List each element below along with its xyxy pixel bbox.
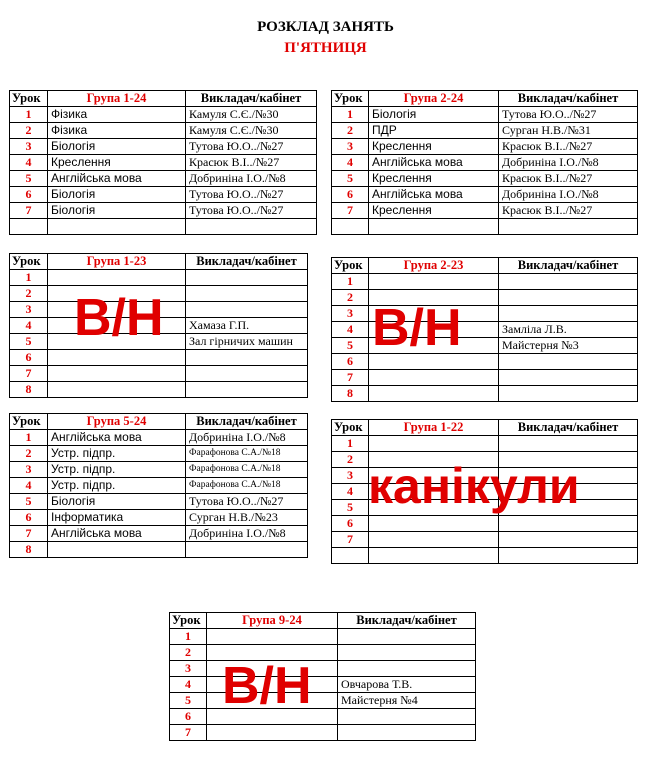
lesson-number: 6 [10,187,48,203]
group-2-23-overlay: В/Н [372,299,462,357]
subject-cell [207,725,338,741]
table-row [10,494,308,510]
subject-cell [369,436,499,452]
lesson-number: 5 [10,494,48,510]
lesson-number: 5 [332,338,369,354]
schedule-table-9-24 [169,612,476,741]
table-row [10,270,308,286]
teacher-name: Хамаза Г.П. [186,318,308,334]
table-row [10,203,317,219]
teacher-cell: Тутова Ю.О../№27 [186,139,317,155]
teacher-cell [186,382,308,398]
table-row [170,677,476,693]
table-row [10,187,317,203]
lesson-number: 5 [170,693,207,709]
table-row [170,629,476,645]
teacher-cell [499,386,638,402]
subject-cell: Креслення [369,203,499,219]
teacher-cell [186,286,308,302]
subject-cell: Біологія [48,494,186,510]
table-row [170,725,476,741]
teacher-cell [499,274,638,290]
lesson-number: 1 [10,270,48,286]
lesson-number: 7 [10,526,48,542]
schedule-table-1-24 [9,90,317,235]
teacher-cell [186,366,308,382]
lesson-number: 4 [332,484,369,500]
group-1-22-overlay: канікули [368,458,580,514]
lesson-number: 7 [170,725,207,741]
lesson-header: Урок [332,258,369,274]
teacher-cell [338,709,476,725]
teacher-cell [186,270,308,286]
teacher-cell [499,354,638,370]
subject-cell [369,532,499,548]
teacher-cell [499,532,638,548]
lesson-number: 5 [10,171,48,187]
group-name: Група 2-23 [369,258,499,274]
table-row [10,123,317,139]
table-row [10,526,308,542]
lesson-header: Урок [10,254,48,270]
teacher-cell [499,370,638,386]
subject-cell [207,629,338,645]
subject-cell [48,350,186,366]
subject-cell [48,270,186,286]
teacher-cell [338,661,476,677]
teacher-header: Викладач/кабінет [338,613,476,629]
teacher-header: Викладач/кабінет [186,91,317,107]
table-row [332,219,638,235]
lesson-header: Урок [332,91,369,107]
table-row [10,171,317,187]
table-row [10,510,308,526]
table-row [332,187,638,203]
table-row [332,155,638,171]
lesson-number: 2 [10,286,48,302]
teacher-name: Замліла Л.В. [499,322,638,338]
lesson-number: 5 [332,171,369,187]
teacher-cell: Добриніна І.О./№8 [186,171,317,187]
teacher-cell: Красюк В.І../№27 [186,155,317,171]
teacher-cell [499,219,638,235]
group-1-23-overlay: В/Н [74,289,164,347]
lesson-number [10,219,48,235]
schedule-table-2-24 [331,90,638,235]
lesson-number: 3 [332,139,369,155]
subject-cell: Фізика [48,107,186,123]
page-title: РОЗКЛАД ЗАНЯТЬ [257,19,394,35]
teacher-cell: Красюк В.І../№27 [499,203,638,219]
teacher-cell: Тутова Ю.О../№27 [186,494,308,510]
group-name: Група 1-22 [369,420,499,436]
subject-cell: Англійська мова [48,171,186,187]
lesson-number: 4 [10,478,48,494]
subject-cell: Креслення [369,139,499,155]
teacher-cell: Фарафонова С.А./№18 [186,446,308,462]
lesson-number: 6 [332,187,369,203]
group-name: Група 2-24 [369,91,499,107]
lesson-number: 6 [332,354,369,370]
table-row [170,709,476,725]
table-row [10,350,308,366]
table-row [332,386,638,402]
teacher-cell: Добриніна І.О./№8 [186,430,308,446]
subject-cell: Устр. підпр. [48,446,186,462]
lesson-number: 7 [332,370,369,386]
lesson-number: 7 [332,532,369,548]
teacher-cell [499,436,638,452]
lesson-number: 2 [170,645,207,661]
subject-cell: Устр. підпр. [48,462,186,478]
table-row [332,203,638,219]
teacher-cell: Добриніна І.О./№8 [186,526,308,542]
teacher-header: Викладач/кабінет [186,254,308,270]
teacher-cell [338,645,476,661]
table-row [332,516,638,532]
subject-cell [48,366,186,382]
lesson-number: 6 [10,510,48,526]
subject-cell [369,386,499,402]
subject-cell [369,548,499,564]
subject-cell: ПДР [369,123,499,139]
lesson-number: 7 [332,203,369,219]
teacher-cell [499,306,638,322]
group-name: Група 1-24 [48,91,186,107]
lesson-number: 3 [10,139,48,155]
table-row [170,693,476,709]
subject-cell [48,542,186,558]
lesson-number: 6 [170,709,207,725]
teacher-cell: Сурган Н.В./№23 [186,510,308,526]
lesson-number: 3 [170,661,207,677]
subject-cell: Інформатика [48,510,186,526]
lesson-number: 6 [332,516,369,532]
lesson-header: Урок [170,613,207,629]
table-row [332,548,638,564]
lesson-number: 8 [332,386,369,402]
table-row [332,171,638,187]
teacher-cell: Добриніна І.О./№8 [499,187,638,203]
subject-cell [48,219,186,235]
subject-cell: Фізика [48,123,186,139]
lesson-number: 1 [332,107,369,123]
lesson-number: 2 [10,123,48,139]
table-row [10,366,308,382]
teacher-cell: Камуля С.Є./№30 [186,107,317,123]
lesson-number: 2 [332,123,369,139]
lesson-number: 4 [170,677,207,693]
lesson-number: 5 [332,500,369,516]
teacher-cell [499,516,638,532]
table-row [332,107,638,123]
group-name: Група 1-23 [48,254,186,270]
table-row [10,107,317,123]
teacher-header: Викладач/кабінет [499,258,638,274]
subject-cell [369,516,499,532]
table-row [170,661,476,677]
table-row [332,139,638,155]
lesson-number: 4 [332,155,369,171]
lesson-number: 4 [332,322,369,338]
table-row [10,430,308,446]
day-title: П'ЯТНИЦЯ [284,40,367,56]
teacher-cell [186,542,308,558]
teacher-cell [186,302,308,318]
lesson-header: Урок [10,91,48,107]
subject-cell: Креслення [48,155,186,171]
teacher-cell: Фарафонова С.А./№18 [186,478,308,494]
lesson-number: 1 [332,274,369,290]
teacher-cell: Тутова Ю.О../№27 [186,203,317,219]
subject-cell: Англійська мова [369,155,499,171]
teacher-cell: Фарафонова С.А./№18 [186,462,308,478]
teacher-cell [338,629,476,645]
lesson-number: 1 [332,436,369,452]
lesson-number: 1 [10,430,48,446]
lesson-number: 3 [10,462,48,478]
teacher-header: Викладач/кабінет [186,414,308,430]
lesson-number: 7 [10,366,48,382]
subject-cell: Англійська мова [48,526,186,542]
lesson-number: 2 [332,452,369,468]
teacher-cell: Красюк В.І../№27 [499,139,638,155]
room-name: Зал гірничих машин [186,334,308,350]
table-row [332,436,638,452]
table-row [10,446,308,462]
lesson-number: 6 [10,350,48,366]
table-row [10,478,308,494]
teacher-cell [338,725,476,741]
subject-cell [369,370,499,386]
schedule-table-5-24 [9,413,308,558]
subject-cell: Біологія [48,139,186,155]
subject-cell [369,274,499,290]
group-name: Група 5-24 [48,414,186,430]
teacher-cell: Добриніна І.О./№8 [499,155,638,171]
teacher-cell: Камуля С.Є./№30 [186,123,317,139]
table-row [10,542,308,558]
table-row [10,382,308,398]
lesson-number: 3 [332,468,369,484]
teacher-header: Викладач/кабінет [499,91,638,107]
table-row [10,139,317,155]
lesson-number: 4 [10,318,48,334]
subject-cell: Креслення [369,171,499,187]
lesson-number: 8 [10,382,48,398]
subject-cell [48,382,186,398]
teacher-name: Овчарова Т.В. [338,677,476,693]
teacher-cell [499,290,638,306]
group-9-24-overlay: В/Н [222,657,312,715]
lesson-number: 5 [10,334,48,350]
teacher-cell [186,219,317,235]
subject-cell: Біологія [48,187,186,203]
teacher-cell: Тутова Ю.О../№27 [186,187,317,203]
lesson-number: 2 [332,290,369,306]
lesson-number: 3 [332,306,369,322]
teacher-cell: Сурган Н.В./№31 [499,123,638,139]
subject-cell: Біологія [369,107,499,123]
teacher-header: Викладач/кабінет [499,420,638,436]
teacher-cell: Тутова Ю.О../№27 [499,107,638,123]
subject-cell: Біологія [48,203,186,219]
lesson-number: 8 [10,542,48,558]
lesson-number: 1 [170,629,207,645]
room-name: Майстерня №3 [499,338,638,354]
subject-cell: Устр. підпр. [48,478,186,494]
lesson-header: Урок [332,420,369,436]
subject-cell: Англійська мова [48,430,186,446]
lesson-number: 7 [10,203,48,219]
subject-cell: Англійська мова [369,187,499,203]
lesson-number: 4 [10,155,48,171]
teacher-cell [186,350,308,366]
lesson-number [332,219,369,235]
table-row [332,274,638,290]
teacher-cell: Красюк В.І../№27 [499,171,638,187]
teacher-cell [499,548,638,564]
group-name: Група 9-24 [207,613,338,629]
table-row [332,123,638,139]
lesson-number [332,548,369,564]
table-row [10,219,317,235]
subject-cell [369,219,499,235]
table-row [10,462,308,478]
table-row [332,532,638,548]
lesson-number: 3 [10,302,48,318]
table-row [170,645,476,661]
table-row [10,155,317,171]
lesson-number: 2 [10,446,48,462]
room-name: Майстерня №4 [338,693,476,709]
lesson-header: Урок [10,414,48,430]
lesson-number: 1 [10,107,48,123]
table-row [332,370,638,386]
